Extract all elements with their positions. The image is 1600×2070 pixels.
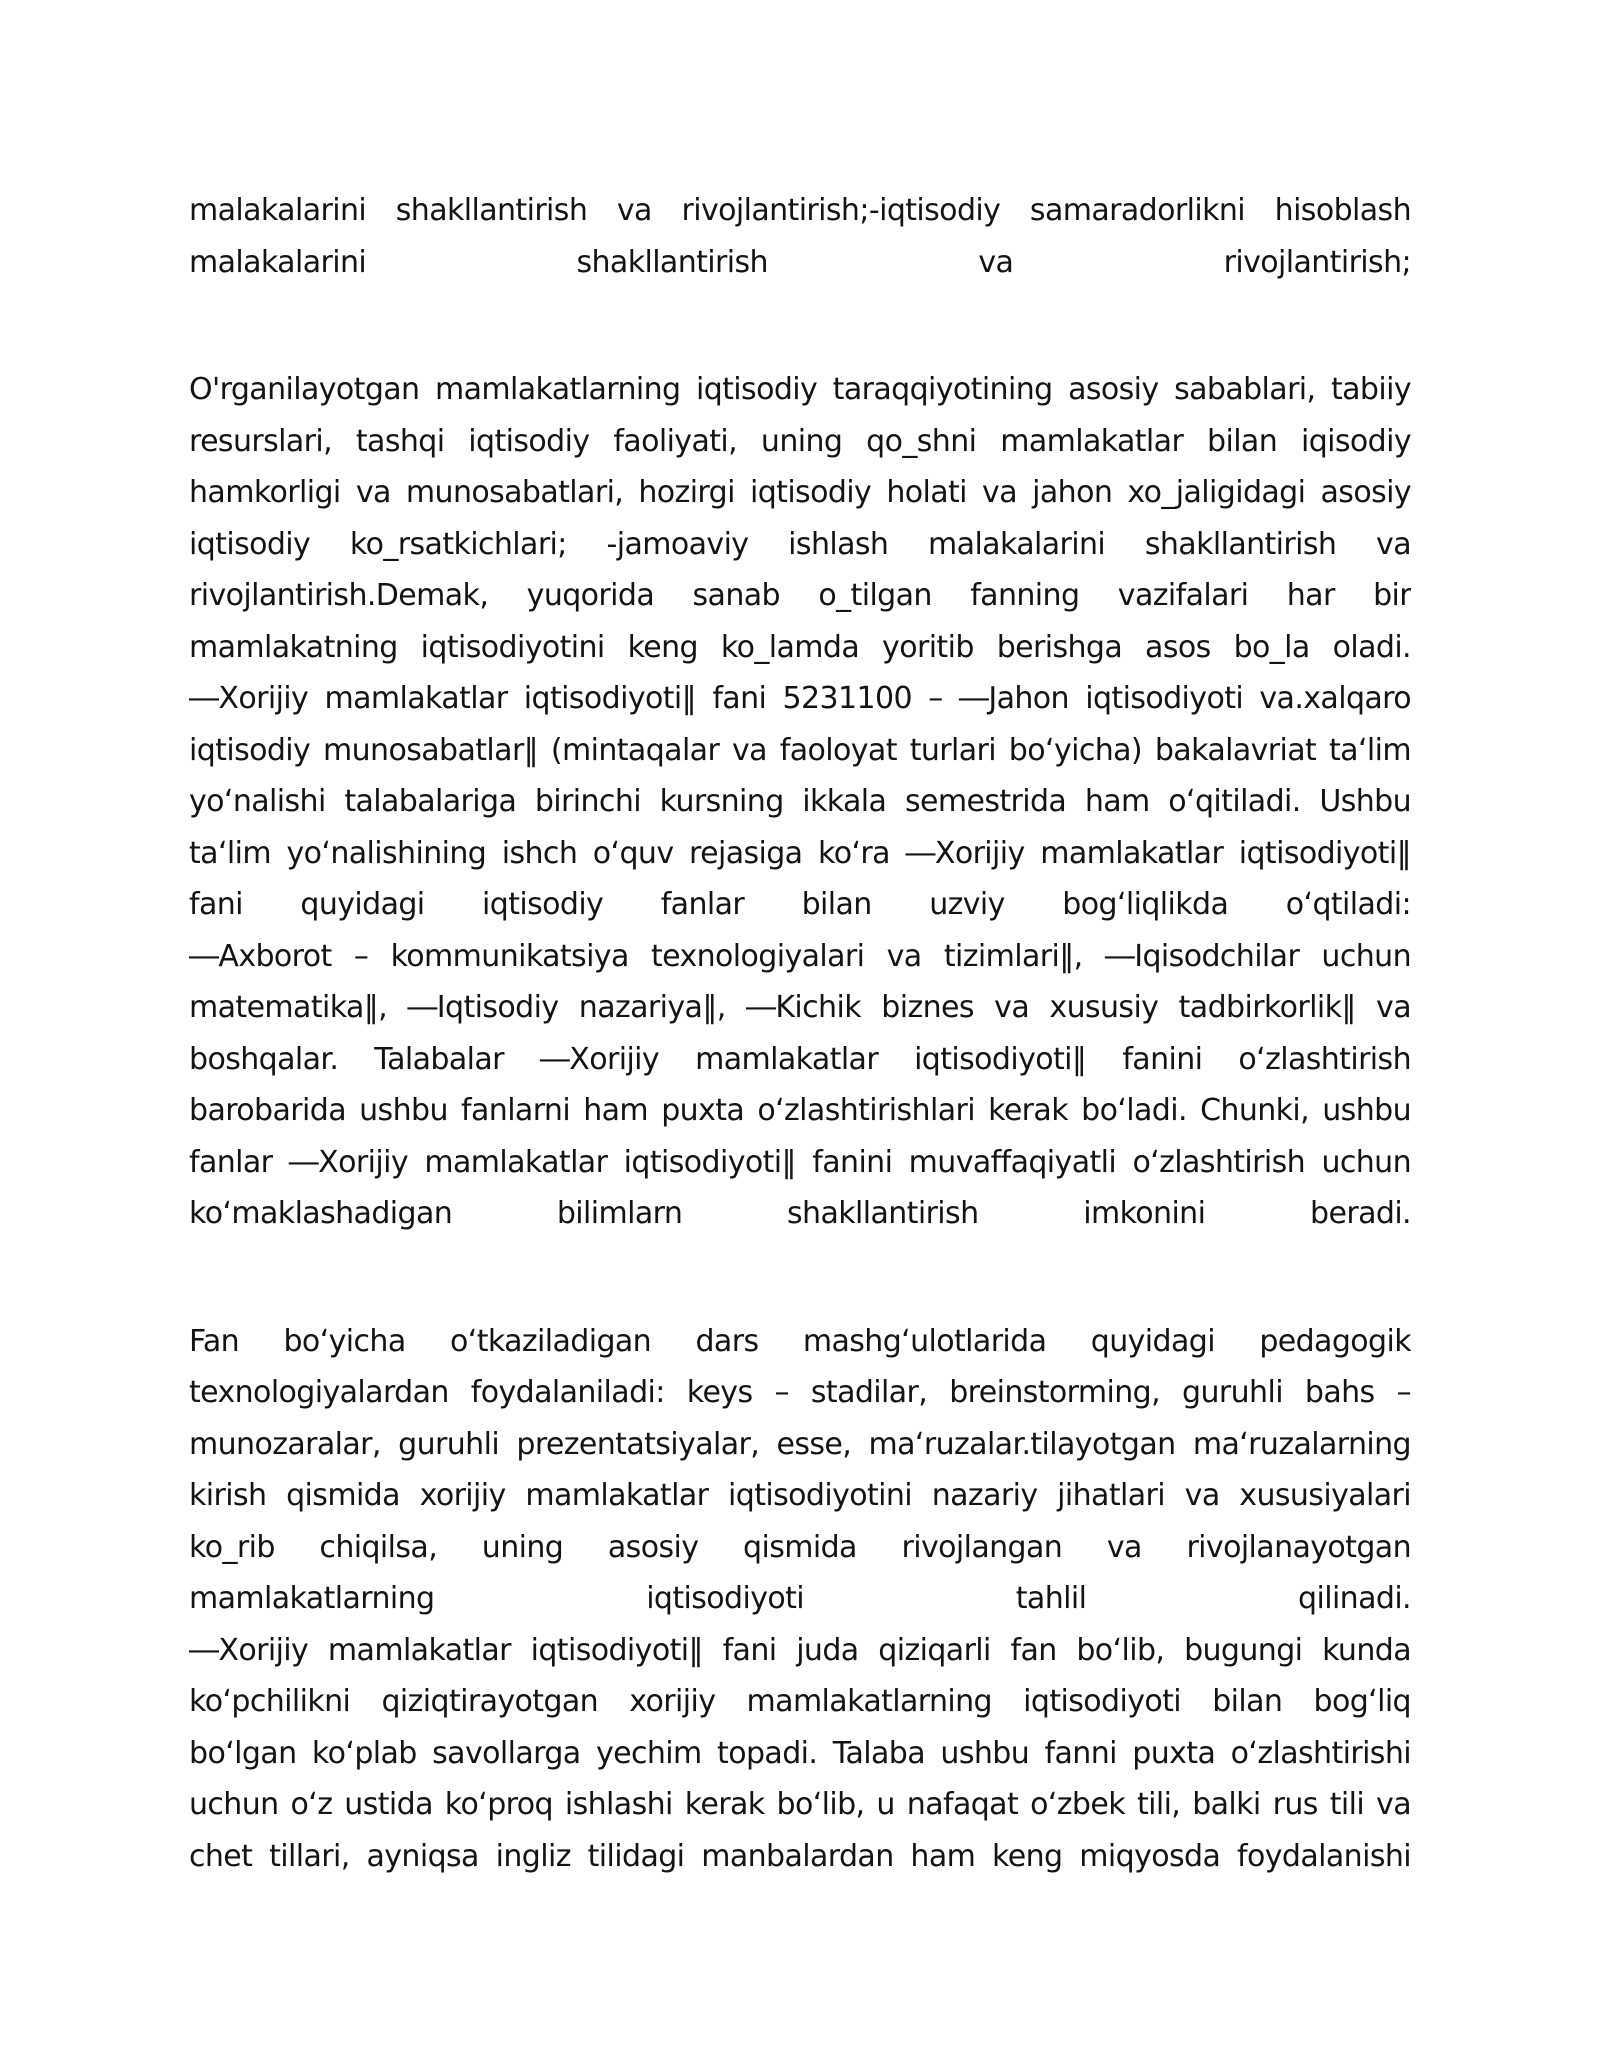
text-line: malakalarini shakllantirish va rivojlantirish;-iqtisodiy samaradorlikni hisoblash [189, 193, 1411, 228]
text-line: mamlakatlarning iqtisodiyoti tahlil qilinadi. [189, 1581, 1411, 1616]
text-line: ―Axborot – kommunikatsiya texnologiyalari va tizimlari‖, ―Iqisodchilar uchun [189, 938, 1411, 974]
text-line: taʻlim yoʻnalishining ishch oʻquv rejasiga koʻra ―Xorijiy mamlakatlar iqtisodiyoti‖ [189, 835, 1411, 871]
text-line: texnologiyalardan foydalaniladi: keys – stadilar, breinstorming, guruhli bahs – [189, 1375, 1411, 1410]
text-line: boʻlgan koʻplab savollarga yechim topadi. Talaba ushbu fanni puxta oʻzlashtirishi [189, 1735, 1411, 1771]
text-line: boshqalar. Talabalar ―Xorijiy mamlakatlar iqtisodiyoti‖ fanini oʻzlashtirish [189, 1041, 1411, 1077]
text-line: matematika‖, ―Iqtisodiy nazariya‖, ―Kichik biznes va xususiy tadbirkorlik‖ va [189, 990, 1411, 1025]
paragraph-2 [189, 364, 1411, 1240]
text-line: koʻpchilikni qiziqtirayotgan xorijiy mamlakatlarning iqtisodiyoti bilan bogʻliq [189, 1684, 1411, 1719]
text-line: iqtisodiy munosabatlar‖ (mintaqalar va faoloyat turlari boʻyicha) bakalavriat taʻlim [189, 732, 1411, 768]
paragraph-1 [189, 185, 1411, 288]
text-line: O'rganilayotgan mamlakatlarning iqtisodiy taraqqiyotining asosiy sabablari, tabiiy [189, 372, 1411, 407]
text-line: uchun oʻz ustida koʻproq ishlashi kerak boʻlib, u nafaqat oʻzbek tili, balki rus tili va [189, 1787, 1411, 1822]
text-line: ―Xorijiy mamlakatlar iqtisodiyoti‖ fani 5231100 – ―Jahon iqtisodiyoti va.xalqaro [189, 681, 1411, 716]
text-line: fani quyidagi iqtisodiy fanlar bilan uzviy bogʻliqlikda oʻqtiladi: [189, 887, 1411, 922]
text-line: munozaralar, guruhli prezentatsiyalar, esse, maʻruzalar.tilayotgan maʻruzalarning [189, 1426, 1411, 1462]
text-line: yoʻnalishi talabalariga birinchi kursning ikkala semestrida ham oʻqitiladi. Ushbu [189, 784, 1411, 819]
text-line: malakalarini shakllantirish va rivojlantirish; [189, 244, 1411, 280]
text-line: resurslari, tashqi iqtisodiy faoliyati, uning qo_shni mamlakatlar bilan iqisodiy [189, 423, 1411, 459]
paragraph-gap [189, 288, 1411, 364]
text-line: iqtisodiy ko_rsatkichlari; -jamoaviy ishlash malakalarini shakllantirish va [189, 526, 1411, 562]
text-line: koʻmaklashadigan bilimlarn shakllantirish imkonini beradi. [189, 1196, 1411, 1231]
text-line: rivojlantirish.Demak, yuqorida sanab o_tilgan fanning vazifalari har bir [189, 578, 1411, 613]
text-line: ko_rib chiqilsa, uning asosiy qismida rivojlangan va rivojlanayotgan [189, 1529, 1411, 1565]
text-line: hamkorligi va munosabatlari, hozirgi iqtisodiy holati va jahon xo_jaligidagi asosiy [189, 475, 1411, 510]
text-line: chet tillari, ayniqsa ingliz tilidagi manbalardan ham keng miqyosda foydalanishi [189, 1838, 1411, 1874]
text-line: mamlakatning iqtisodiyotini keng ko_lamda yoritib berishga asos bo_la oladi. [189, 629, 1411, 665]
paragraph-gap [189, 1240, 1411, 1316]
document-page [189, 185, 1411, 1882]
text-line: Fan boʻyicha oʻtkaziladigan dars mashgʻulotlarida quyidagi pedagogik [189, 1323, 1411, 1359]
text-line: barobarida ushbu fanlarni ham puxta oʻzlashtirishlari kerak boʻladi. Chunki, ushbu [189, 1093, 1411, 1128]
text-line: kirish qismida xorijiy mamlakatlar iqtisodiyotini nazariy jihatlari va xususiyalari [189, 1478, 1411, 1513]
paragraph-3 [189, 1316, 1411, 1883]
text-line: fanlar ―Xorijiy mamlakatlar iqtisodiyoti‖ fanini muvaffaqiyatli oʻzlashtirish uchun [189, 1144, 1411, 1180]
text-line: ―Xorijiy mamlakatlar iqtisodiyoti‖ fani juda qiziqarli fan boʻlib, bugungi kunda [189, 1632, 1411, 1668]
